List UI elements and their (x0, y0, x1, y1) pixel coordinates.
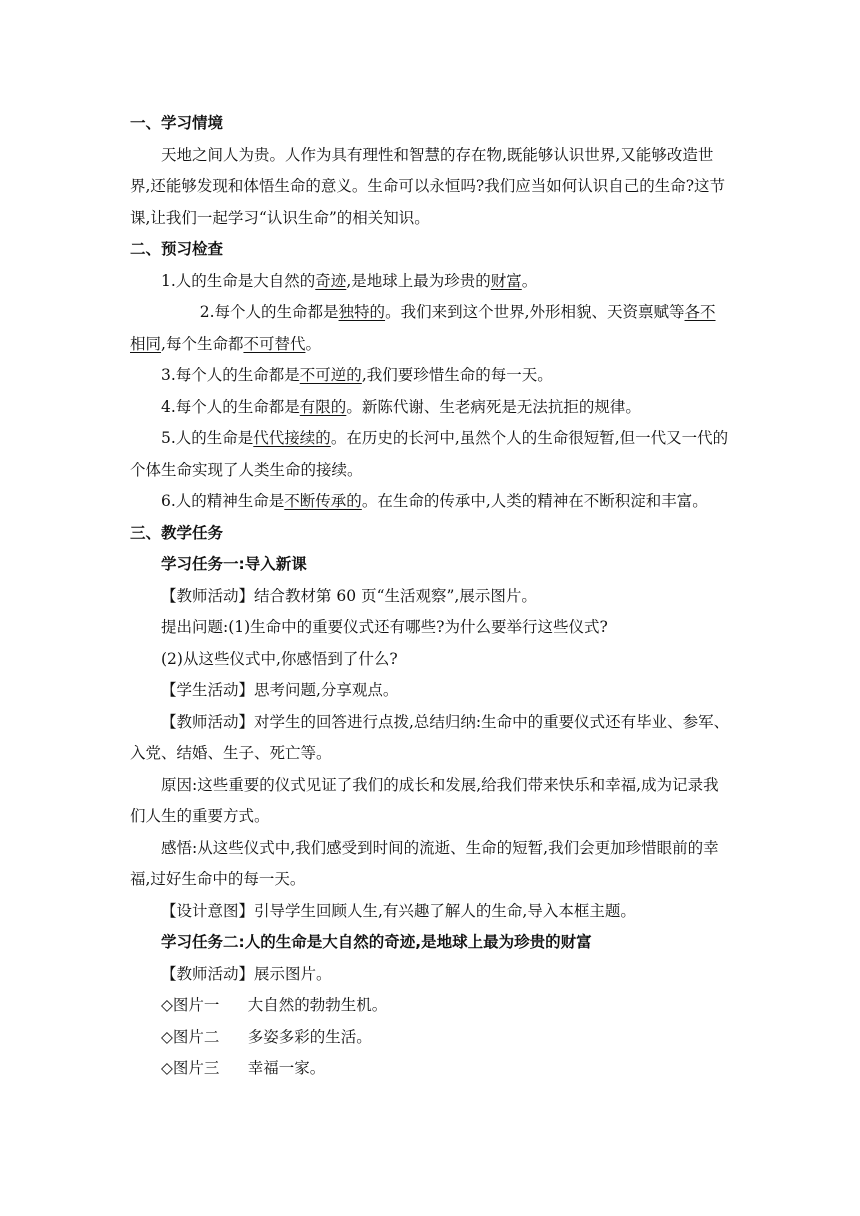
paragraph: 原因:这些重要的仪式见证了我们的成长和发展,给我们带来快乐和幸福,成为记录我们人生的重要方式。 (130, 775, 719, 825)
text-segment: 。新陈代谢、生老病死是无法抗拒的规律。 (346, 397, 641, 416)
text-segment: 6.人的精神生命是 (161, 492, 285, 510)
text-segment: ,是地球上最为珍贵的 (346, 271, 491, 290)
task-2-title: 学习任务二:人的生命是大自然的奇迹,是地球上最为珍贵的财富 (161, 933, 592, 951)
preview-item-6 (130, 486, 730, 518)
text-segment: 2.每个人的生命都是 (199, 303, 339, 321)
answer-blank: 财富 (490, 271, 522, 290)
preview-item-4 (130, 392, 730, 424)
picture-label: ◇图片一 (161, 996, 220, 1014)
paragraph: 【教师活动】展示图片。 (161, 964, 332, 983)
preview-item-5 (130, 423, 730, 486)
answer-blank: 奇迹 (315, 271, 347, 290)
picture-label: ◇图片三 (161, 1059, 220, 1077)
text-segment: 。 (521, 271, 538, 290)
preview-item-3 (130, 360, 730, 392)
preview-item-2 (130, 297, 730, 360)
picture-label: ◇图片二 (161, 1027, 220, 1046)
text-segment: 3.每个人的生命都是 (161, 366, 300, 384)
text-segment: 5.人的生命是 (161, 429, 254, 447)
section-heading-2: 二、预习检查 (130, 240, 224, 258)
text-segment: 。 (305, 334, 321, 353)
paragraph: 提出问题:(1)生命中的重要仪式还有哪些?为什么要举行这些仪式? (161, 618, 608, 636)
answer-blank: 独特的 (338, 303, 386, 321)
picture-caption: 多姿多彩的生活。 (247, 1027, 372, 1046)
answer-blank: 不可替代 (243, 334, 306, 353)
answer-blank: 有限的 (299, 397, 347, 416)
text-segment: 。我们来到这个世界,外形相貌、天资禀赋等 (385, 303, 685, 321)
text-segment: ,每个生命都 (161, 334, 244, 353)
paragraph: 【教师活动】结合教材第 60 页“生活观察”,展示图片。 (161, 586, 537, 605)
answer-blank: 不可逆的 (299, 366, 362, 384)
text-segment: ,我们要珍惜生命的每一天。 (361, 366, 553, 384)
paragraph: 感悟:从这些仪式中,我们感受到时间的流逝、生命的短暂,我们会更加珍惜眼前的幸福,过好生命中的每一天。 (130, 838, 719, 888)
text-segment: 4.每个人的生命都是 (161, 397, 300, 416)
picture-caption: 幸福一家。 (247, 1059, 326, 1077)
picture-item (130, 1022, 730, 1054)
document-page (130, 108, 730, 1085)
paragraph: 【学生活动】思考问题,分享观点。 (161, 681, 399, 699)
answer-blank: 不断传承的 (284, 492, 362, 510)
paragraph: 【教师活动】对学生的回答进行点拨,总结归纳:生命中的重要仪式还有毕业、参军、入党、结婚、生子、死亡等。 (130, 712, 730, 762)
intro-paragraph: 天地之间人为贵。人作为具有理性和智慧的存在物,既能够认识世界,又能够改造世界,还能够发现和体悟生命的意义。生命可以永恒吗?我们应当如何认识自己的生命?这节课,让我们一起学习“认识生命”的相关知识。 (130, 145, 726, 227)
picture-item (130, 1053, 730, 1085)
picture-caption: 大自然的勃勃生机。 (247, 996, 388, 1014)
task-1-title: 学习任务一:导入新课 (161, 555, 307, 573)
section-heading-1: 一、学习情境 (130, 114, 224, 132)
section-heading-3: 三、教学任务 (130, 523, 224, 542)
paragraph: (2)从这些仪式中,你感悟到了什么? (161, 649, 398, 668)
text-segment: 。在历史的长河中,虽然个人的生命很短暂,但一代又一代的个体生命实现了人类生命的接续。 (130, 429, 729, 479)
answer-blank: 各不相同 (130, 303, 716, 353)
answer-blank: 代代接续的 (253, 429, 331, 447)
preview-item-1 (130, 266, 730, 298)
text-segment: 1.人的生命是大自然的 (161, 271, 316, 290)
picture-item (130, 990, 730, 1022)
text-segment: 。在生命的传承中,人类的精神在不断积淀和丰富。 (361, 492, 708, 510)
paragraph: 【设计意图】引导学生回顾人生,有兴趣了解人的生命,导入本框主题。 (161, 901, 636, 920)
